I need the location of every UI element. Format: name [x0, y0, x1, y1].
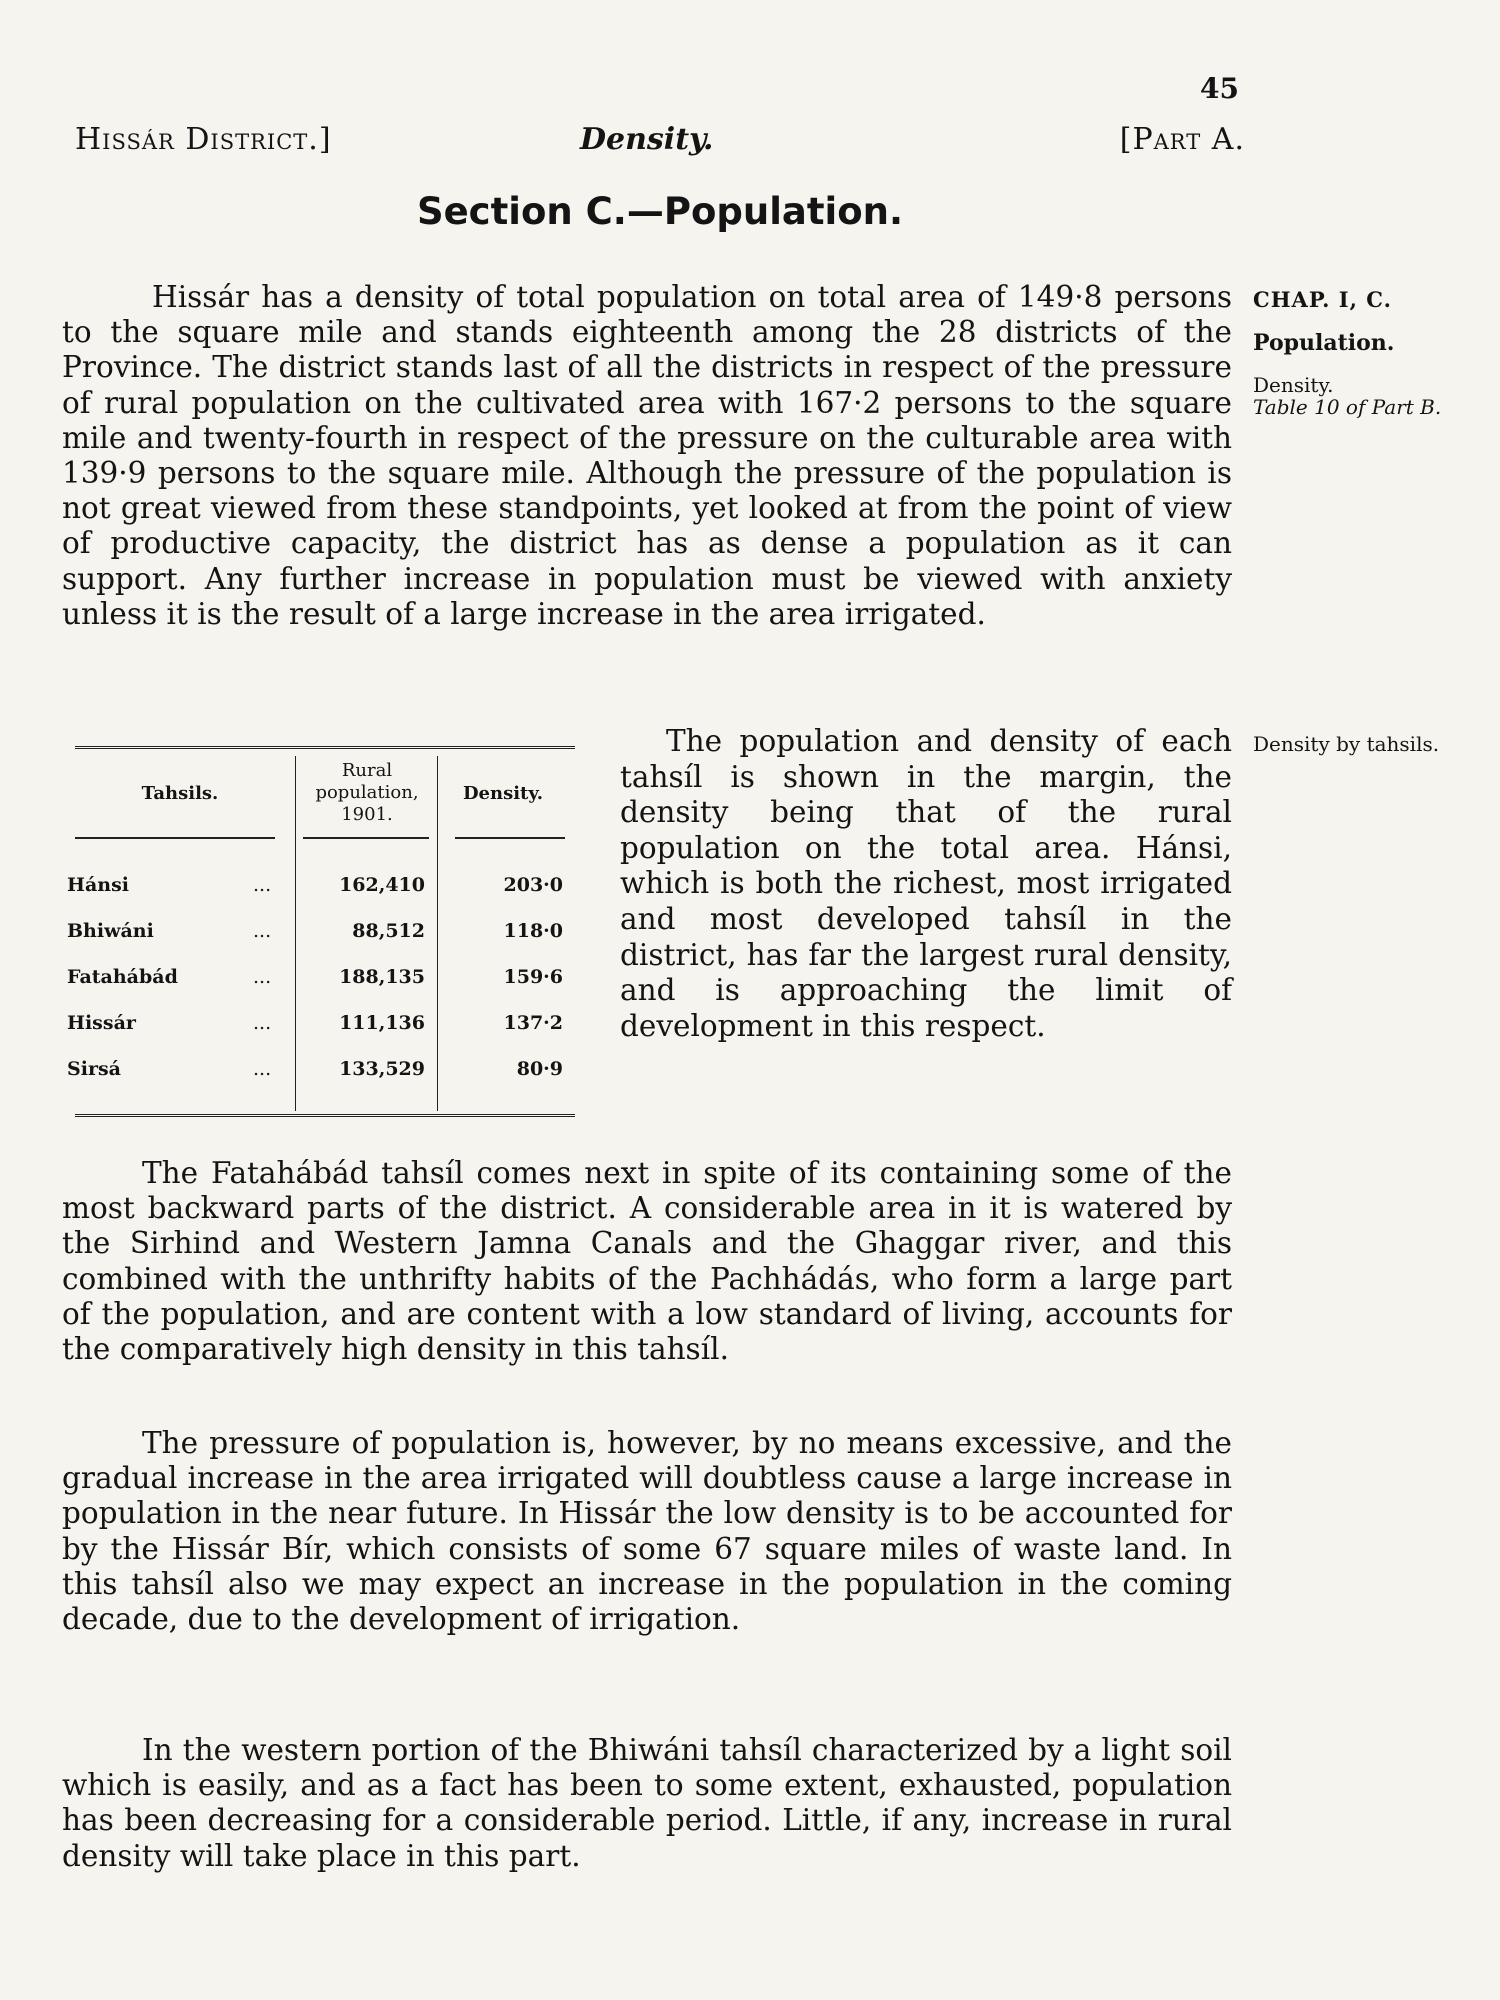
- header-center: Density.: [580, 122, 714, 157]
- running-header: [75, 122, 1245, 166]
- margin-note-density: [1253, 374, 1473, 418]
- rural-population: 88,512: [352, 920, 425, 942]
- header-rule: [75, 837, 275, 839]
- header-right: [Part A.: [1119, 122, 1245, 157]
- rural-population: 111,136: [339, 1012, 425, 1034]
- tahsil-name: Hissár: [67, 1012, 136, 1034]
- paragraph-density-overview: Hissár has a density of total population on total area of 149·8 persons to the square mile and stands eighteenth among the 28 districts of the Province. The district stands last of all the districts in respect of the pressure of rural population on the cultivated area with 167·2 persons to the square mile and twenty-fourth in respect of the pressure on the culturable area with 139·9 persons to the square mile. Although the pressure of the population is not great viewed from these standpoints, yet looked at from the point of view of productive capacity, the district has as dense a population as it can support. Any further increase in population must be viewed with anxiety unless it is the result of a large increase in the area irrigated.: [62, 280, 1232, 631]
- header-rural-population: Rural population, 1901.: [315, 760, 419, 825]
- rural-population: 133,529: [339, 1058, 425, 1080]
- margin-note-chapter: CHAP. I, C.: [1253, 287, 1392, 312]
- density-value: 137·2: [503, 1012, 563, 1034]
- table-top-rule: [75, 746, 575, 753]
- tahsil-name: Sirsá: [67, 1058, 121, 1080]
- header-rule: [303, 837, 429, 839]
- leader-dots: ...: [253, 920, 272, 942]
- header-density: Density.: [462, 783, 544, 804]
- rural-population: 162,410: [339, 874, 425, 896]
- tahsil-name: Bhiwáni: [67, 920, 154, 942]
- margin-note-density-ref: Table 10 of Part B.: [1253, 395, 1442, 419]
- table-row: [67, 966, 575, 996]
- density-value: 159·6: [503, 966, 563, 988]
- table-row: [67, 874, 575, 904]
- table-row: [67, 920, 575, 950]
- margin-note-density-by-tahsils: Density by tahsils.: [1253, 732, 1440, 756]
- tahsil-density-table: [67, 746, 575, 1126]
- leader-dots: ...: [253, 966, 272, 988]
- margin-note-population: Population.: [1253, 330, 1395, 356]
- paragraph-bhiwani: In the western portion of the Bhiwáni tahsíl characterized by a light soil which is easily, and as a fact has been to some extent, exhausted, population has been decreasing for a considerable period. Little, if any, increase in rural density will take place in this part.: [62, 1733, 1232, 1873]
- leader-dots: ...: [253, 1058, 272, 1080]
- table-row: [67, 1058, 575, 1088]
- table-bottom-rule: [75, 1114, 575, 1121]
- leader-dots: ...: [253, 1012, 272, 1034]
- paragraph-tahsil-density: The population and density of each tahsíl is shown in the margin, the density being that of the rural population on the total area. Hánsi, which is both the richest, most irrigated and most developed tahsíl in the district, has far the largest rural density, and is approaching the limit of development in this respect.: [620, 724, 1232, 1043]
- header-tahsils: Tahsils.: [141, 783, 219, 804]
- paragraph-fatahabad: The Fatahábád tahsíl comes next in spite of its containing some of the most backward parts of the district. A considerable area in it is watered by the Sirhind and Western Jamna Canals and the Ghaggar river, and this combined with the unthrifty habits of the Pachhádás, who form a large part of the population, and are content with a low standard of living, accounts for the comparatively high density in this tahsíl.: [62, 1156, 1232, 1367]
- table-row: [67, 1012, 575, 1042]
- header-left: Hissár District.]: [75, 122, 332, 157]
- leader-dots: ...: [253, 874, 272, 896]
- density-value: 118·0: [503, 920, 563, 942]
- page-number: 45: [1200, 72, 1239, 105]
- density-value: 80·9: [516, 1058, 563, 1080]
- margin-note-density-title: Density.: [1253, 373, 1334, 397]
- tahsil-name: Fatahábád: [67, 966, 178, 988]
- rural-population: 188,135: [339, 966, 425, 988]
- tahsil-name: Hánsi: [67, 874, 129, 896]
- section-title: Section C.—Population.: [416, 190, 904, 233]
- density-value: 203·0: [503, 874, 563, 896]
- paragraph-pressure: The pressure of population is, however, by no means excessive, and the gradual increase in the area irrigated will doubtless cause a large increase in population in the near future. In Hissár the low density is to be accounted for by the Hissár Bír, which consists of some 67 square miles of waste land. In this tahsíl also we may expect an increase in the population in the coming decade, due to the development of irrigation.: [62, 1426, 1232, 1637]
- header-rule: [455, 837, 565, 839]
